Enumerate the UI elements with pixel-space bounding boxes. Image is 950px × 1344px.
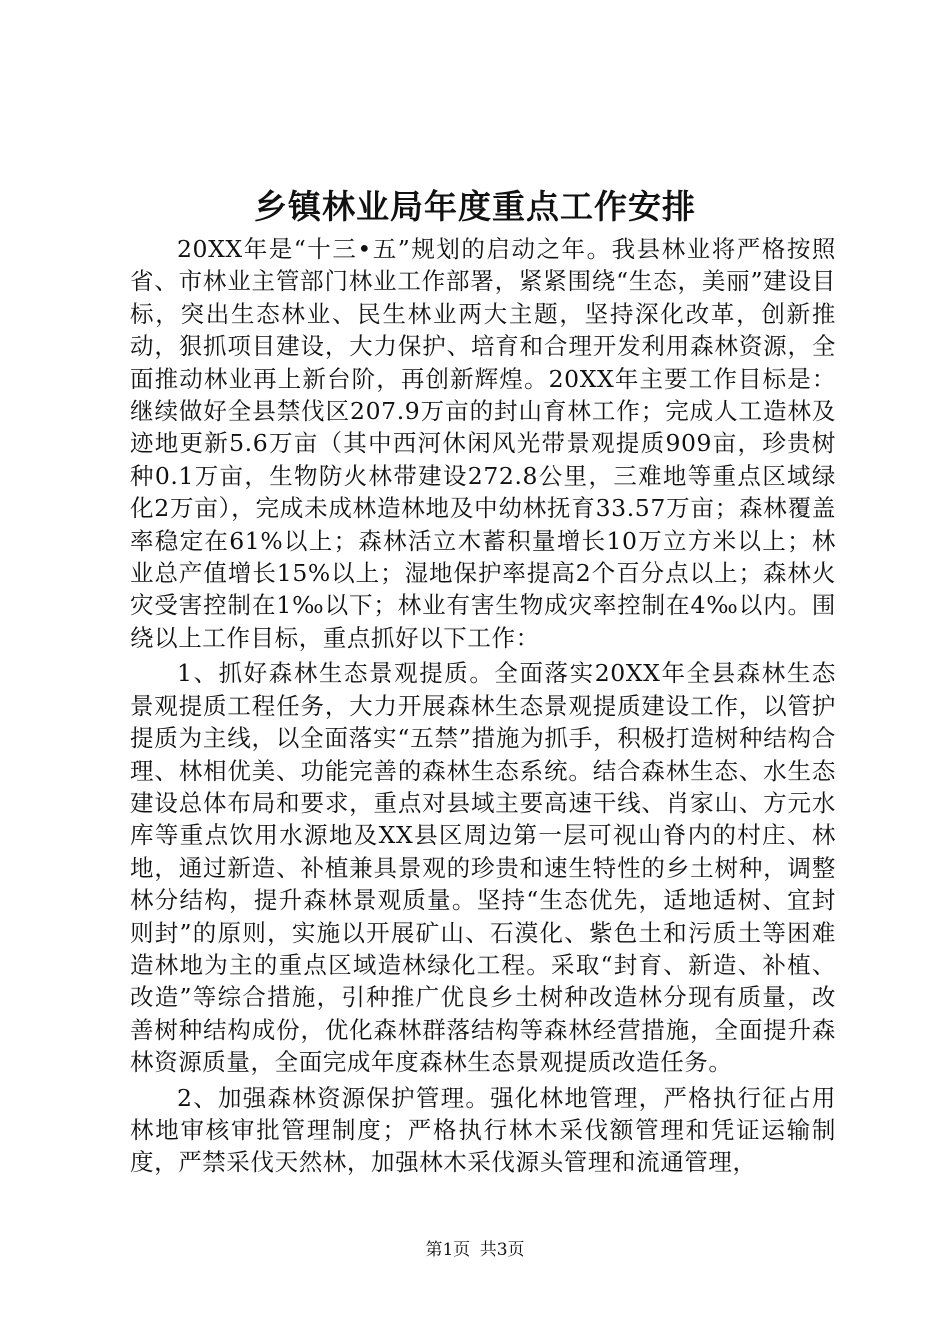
paragraph-item-1: 1、抓好森林生态景观提质。全面落实20XX年全县森林生态景观提质工程任务，大力开展森林生态景观提质建设工作，以管护提质为主线，以全面落实“五禁”措施为抓手，积极打造树种结构合理、林相优美、功能完善的森林生态系统。结合森林生态、水生态建设总体布局和要求，重点对县域主要高速干线、肖家山、方元水库等重点饮用水源地及XX县区周边第一层可视山脊内的村庄、林地，通过新造、补植兼具景观的珍贵和速生特性的乡土树种，调整林分结构，提升森林景观质量。坚持“生态优先，适地适树、宜封则封”的原则，实施以开展矿山、石漠化、紫色土和污质土等困难造林地为主的重点区域造林绿化工程。采取“封育、新造、补植、改造”等综合措施，引种推广优良乡土树种改造林分现有质量，改善树种结构成份，优化森林群落结构等森林经营措施，全面提升森林资源质量，全面完成年度森林生态景观提质改造任务。 bbox=[130, 659, 836, 1077]
paragraph-intro: 20XX年是“十三•五”规划的启动之年。我县林业将严格按照省、市林业主管部门林业工作部署，紧紧围绕“生态，美丽”建设目标，突出生态林业、民生林业两大主题，坚持深化改革，创新推动，狠抓项目建设，大力保护、培育和合理开发利用森林资源，全面推动林业再上新台阶，再创新辉煌。20XX年主要工作目标是：继续做好全县禁伐区207.9万亩的封山育林工作；完成人工造林及迹地更新5.6万亩（其中西河休闲风光带景观提质909亩，珍贵树种0.1万亩，生物防火林带建设272.8公里，三难地等重点区域绿化2万亩），完成未成林造林地及中幼林抚育33.57万亩；森林覆盖率稳定在61%以上；森林活立木蓄积量增长10万立方米以上；林业总产值增长15%以上；湿地保护率提高2个百分点以上；森林火灾受害控制在1‰以下；林业有害生物成灾率控制在4‰以内。围绕以上工作目标，重点抓好以下工作： bbox=[130, 235, 836, 652]
document-title: 乡镇林业局年度重点工作安排 bbox=[254, 187, 696, 226]
page-footer: 第1页 共3页 bbox=[425, 1240, 525, 1260]
paragraph-item-2: 2、加强森林资源保护管理。强化林地管理，严格执行征占用林地审核审批管理制度；严格执行林木采伐额管理和凭证运输制度，严禁采伐天然林，加强林木采伐源头管理和流通管理， bbox=[130, 1083, 836, 1177]
document-body bbox=[130, 233, 836, 1179]
